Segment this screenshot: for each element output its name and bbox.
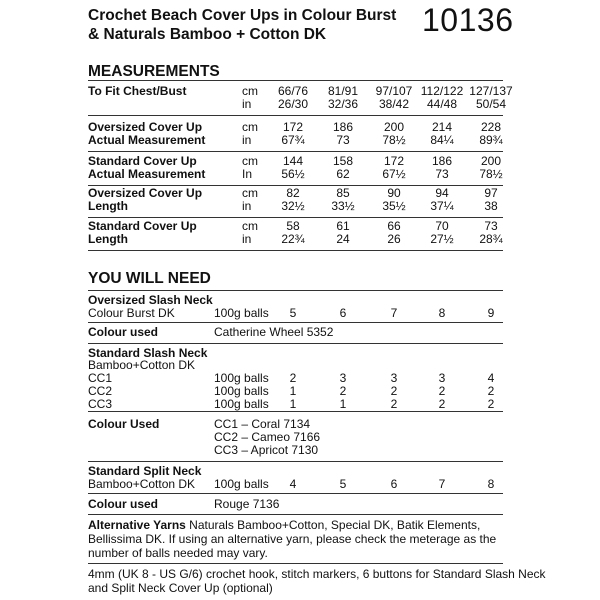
standard-slash-yarn: Bamboo+Cotton DK (88, 358, 196, 372)
title-line-1: Crochet Beach Cover Ups in Colour Burst (88, 7, 397, 24)
measurement-value: 61 (336, 219, 350, 233)
measurement-value: 33½ (331, 199, 355, 213)
measurements-heading: MEASUREMENTS (88, 63, 220, 80)
measurement-value: 73 (435, 167, 449, 181)
measurement-value: 214 (431, 120, 453, 134)
measurement-label: Actual Measurement (88, 133, 206, 147)
measurement-unit: cm (242, 154, 258, 168)
ball-count: 8 (487, 477, 495, 491)
title-line-2: & Naturals Bamboo + Cotton DK (88, 26, 327, 43)
measurement-value: 84¼ (430, 133, 454, 147)
measurement-label: Length (88, 232, 128, 246)
measurement-value: 90 (387, 186, 401, 200)
measurement-value: 26 (387, 232, 401, 246)
standard-slash-title: Standard Slash Neck (88, 346, 208, 360)
measurement-value: 186 (431, 154, 453, 168)
ywn-divider-2 (88, 343, 503, 344)
oversized-yarn: Colour Burst DK (88, 306, 175, 320)
measurement-value: 44/48 (426, 97, 458, 111)
hook-line-1: 4mm (UK 8 - US G/6) crochet hook, stitch markers, 6 buttons for Standard Slash Neck (88, 567, 546, 581)
standard-split-unit: 100g balls (214, 477, 269, 491)
measurement-label: Standard Cover Up (88, 154, 197, 168)
measurement-value: 158 (332, 154, 354, 168)
measurement-value: 62 (336, 167, 350, 181)
measurement-value: 127/137 (469, 84, 513, 98)
measurement-value: 38 (484, 199, 498, 213)
ywn-divider-4 (88, 461, 503, 462)
measurement-value: 78½ (382, 133, 406, 147)
oversized-colour-value: Catherine Wheel 5352 (214, 325, 334, 339)
ywn-divider-1 (88, 322, 503, 323)
measurement-value: 97/107 (375, 84, 413, 98)
measurement-value: 56½ (281, 167, 305, 181)
standard-split-colour-value: Rouge 7136 (214, 497, 280, 511)
measurement-value: 35½ (382, 199, 406, 213)
measurement-value: 58 (286, 219, 300, 233)
ball-count: 3 (339, 371, 347, 385)
measurement-value: 94 (435, 186, 449, 200)
measurement-unit: cm (242, 186, 258, 200)
measurement-label: Oversized Cover Up (88, 120, 203, 134)
measurement-value: 26/30 (277, 97, 309, 111)
measurement-value: 73 (336, 133, 350, 147)
measurement-unit: in (242, 232, 252, 246)
ball-count: 2 (390, 397, 398, 411)
measurement-value: 66/76 (277, 84, 309, 98)
measurement-value: 172 (282, 120, 304, 134)
oversized-unit: 100g balls (214, 306, 269, 320)
measurement-value: 200 (383, 120, 405, 134)
measurement-value: 73 (484, 219, 498, 233)
measurement-value: 32½ (281, 199, 305, 213)
measurement-unit: in (242, 97, 252, 111)
ball-count: 2 (390, 384, 398, 398)
contrast-colour-name: CC2 (88, 384, 113, 398)
measurement-value: 186 (332, 120, 354, 134)
contrast-colour-unit: 100g balls (214, 384, 269, 398)
measurement-value: 81/91 (327, 84, 359, 98)
ball-count: 4 (487, 371, 495, 385)
alternative-yarns-line-2: Bellissima DK. If using an alternative yarn, please check the meterage as the (88, 532, 497, 546)
measurement-value: 38/42 (378, 97, 410, 111)
measurement-value: 200 (480, 154, 502, 168)
measurement-value: 37¼ (430, 199, 454, 213)
measurement-label: Standard Cover Up (88, 219, 197, 233)
ball-count: 1 (289, 384, 297, 398)
measurement-unit: in (242, 199, 252, 213)
ball-count: 2 (289, 371, 297, 385)
measurement-unit: cm (242, 120, 258, 134)
measurement-unit: cm (242, 219, 258, 233)
cc2-colour: CC2 – Cameo 7166 (214, 430, 321, 444)
alternative-yarns-line-3: number of balls needed may vary. (88, 546, 268, 560)
measurement-value: 144 (282, 154, 304, 168)
measurement-value: 22¾ (281, 232, 305, 246)
ball-count: 2 (438, 397, 446, 411)
standard-split-title: Standard Split Neck (88, 464, 202, 478)
ball-count: 1 (289, 397, 297, 411)
ball-count: 5 (289, 306, 297, 320)
contrast-colour-unit: 100g balls (214, 371, 269, 385)
standard-slash-colour-label: Colour Used (88, 417, 160, 431)
ball-count: 6 (390, 477, 398, 491)
measurement-value: 66 (387, 219, 401, 233)
measurement-value: 112/122 (420, 84, 464, 98)
measurement-value: 89¾ (479, 133, 503, 147)
measurement-row-divider (88, 217, 503, 218)
measurements-divider (88, 80, 503, 81)
ball-count: 8 (438, 306, 446, 320)
you-will-need-heading: YOU WILL NEED (88, 270, 211, 287)
measurement-value: 67¾ (281, 133, 305, 147)
ball-count: 7 (390, 306, 398, 320)
measurement-row-divider (88, 151, 503, 152)
measurement-label: Length (88, 199, 128, 213)
measurement-value: 28¾ (479, 232, 503, 246)
measurement-unit: In (242, 167, 253, 181)
contrast-colour-name: CC1 (88, 371, 113, 385)
measurement-value: 97 (484, 186, 498, 200)
measurement-value: 32/36 (327, 97, 359, 111)
ball-count: 7 (438, 477, 446, 491)
ball-count: 2 (339, 384, 347, 398)
oversized-colour-label: Colour used (88, 325, 159, 339)
pattern-number: 10136 (422, 2, 514, 38)
measurement-value: 70 (435, 219, 449, 233)
measurement-value: 78½ (479, 167, 503, 181)
ywn-divider-5 (88, 493, 503, 494)
measurement-label: Actual Measurement (88, 167, 206, 181)
measurement-value: 172 (383, 154, 405, 168)
measurement-value: 24 (336, 232, 350, 246)
oversized-title: Oversized Slash Neck (88, 293, 213, 307)
ball-count: 3 (438, 371, 446, 385)
alternative-yarns-note (88, 518, 496, 560)
measurement-value: 228 (480, 120, 502, 134)
measurement-label: To Fit Chest/Bust (88, 84, 187, 98)
ywn-divider-3 (88, 411, 503, 412)
ball-count: 5 (339, 477, 347, 491)
ball-count: 2 (438, 384, 446, 398)
ball-count: 9 (487, 306, 495, 320)
measurement-label: Oversized Cover Up (88, 186, 203, 200)
standard-split-yarn: Bamboo+Cotton DK (88, 477, 196, 491)
hook-note (88, 567, 546, 595)
ball-count: 4 (289, 477, 297, 491)
contrast-colour-unit: 100g balls (214, 397, 269, 411)
measurement-value: 27½ (430, 232, 454, 246)
measurement-value: 82 (286, 186, 300, 200)
ball-count: 1 (339, 397, 347, 411)
cc1-colour: CC1 – Coral 7134 (214, 417, 311, 431)
measurement-value: 85 (336, 186, 350, 200)
ball-count: 2 (487, 397, 495, 411)
measurement-row-divider (88, 250, 503, 251)
measurement-row-divider (88, 115, 503, 116)
standard-split-colour-label: Colour used (88, 497, 159, 511)
measurement-value: 50/54 (475, 97, 507, 111)
ball-count: 6 (339, 306, 347, 320)
measurement-value: 67½ (382, 167, 406, 181)
ball-count: 3 (390, 371, 398, 385)
ywn-divider-6 (88, 514, 503, 515)
measurement-unit: cm (242, 84, 258, 98)
alternative-yarns-line-1: Naturals Bamboo+Cotton, Special DK, Batik Elements, (185, 518, 481, 532)
measurement-unit: in (242, 133, 252, 147)
contrast-colour-name: CC3 (88, 397, 113, 411)
alternative-yarns-label: Alternative Yarns (88, 518, 186, 532)
cc3-colour: CC3 – Apricot 7130 (214, 443, 319, 457)
ball-count: 2 (487, 384, 495, 398)
notes-divider (88, 563, 503, 564)
hook-line-2: and Split Neck Cover Up (optional) (88, 581, 273, 595)
ywn-divider-top (88, 290, 503, 291)
